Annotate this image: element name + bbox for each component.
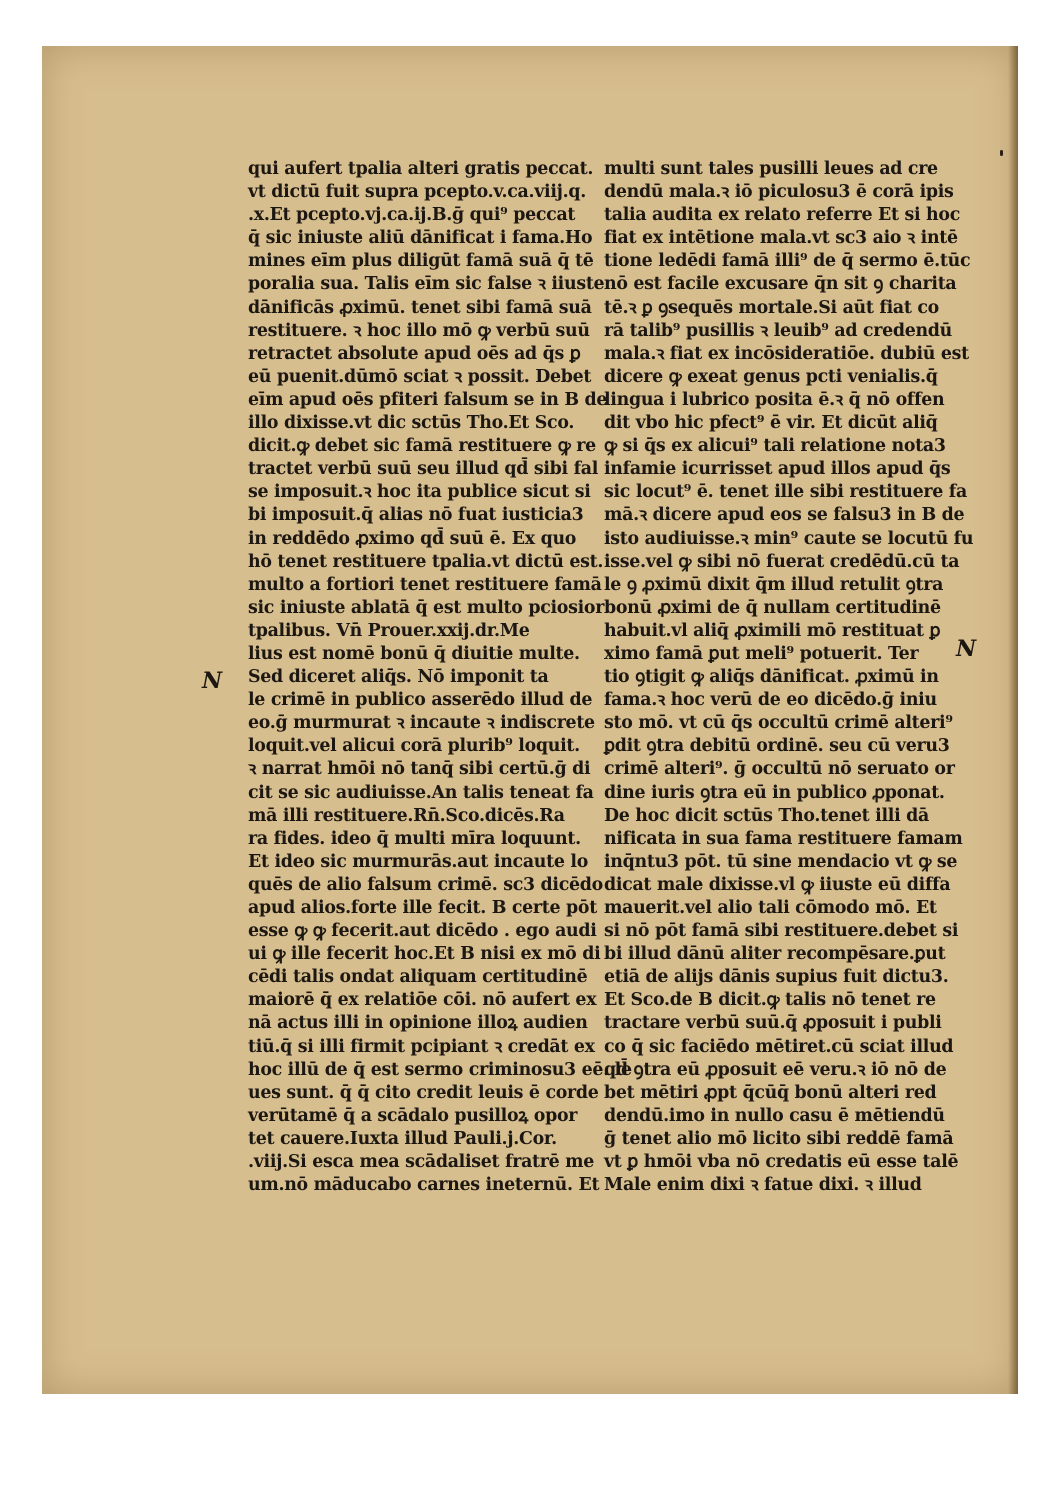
text-line: illo dixisse.vt dic sctūs Tho.Et Sco. <box>248 413 575 434</box>
text-line: ꝙ si q̄s ex alicui⁹ tali relatione nota3 <box>604 436 946 457</box>
text-line: dicat male dixisse.vl ꝙ iiuste eū diffa <box>604 874 951 895</box>
text-line: nō est facile excusare q̄n sit ꝯ charita <box>604 274 957 295</box>
text-line: um.nō māducabo carnes ineternū. Et <box>248 1175 600 1196</box>
text-line: inq̄ntu3 pōt. tū sine mendacio vt ꝙ se <box>604 851 958 872</box>
ink-speck <box>1000 150 1003 156</box>
text-line: hō tenet restituere tpalia.vt dictū est. <box>248 551 604 572</box>
right-text-column <box>604 158 974 1197</box>
text-line: multo a fortiori tenet restituere famā <box>248 574 602 595</box>
text-line: vt ꝑ hmōi vba nō credatis eū esse talē <box>604 1152 959 1173</box>
text-line: sic locut⁹ ē. tenet ille sibi restituere fa <box>604 482 967 503</box>
text-line: Et Sco.de B dicit.ꝙ talis nō tenet re <box>604 990 936 1011</box>
text-line: talia audita ex relato referre Et si hoc <box>604 205 960 226</box>
text-line: le ꝯ ꝓximū dixit q̄m illud retulit ꝯtra <box>604 574 944 595</box>
text-line: retractet absolute apud oēs ad q̄s ꝑ <box>248 343 581 364</box>
text-line: bi imposuit.q̄ alias nō fuat iusticia3 <box>248 505 584 526</box>
text-line: De hoc dicit sctūs Tho.tenet illi dā <box>604 805 929 826</box>
text-line: quēs de alio falsum crimē. sc3 dicēdo <box>248 874 603 895</box>
text-line: cit se sic audiuisse.An talis teneat fa <box>248 782 594 803</box>
text-line: qd̄ ꝯtra eū ꝓposuit eē veru.ꝛ iō nō de <box>604 1059 947 1080</box>
text-line: co q̄ sic faciēdo mētiret.cū sciat illud <box>604 1036 954 1057</box>
text-line: rā talib⁹ pusillis ꝛ leuib⁹ ad credendū <box>604 320 953 341</box>
text-line: tē.ꝛ ꝑ ꝯsequēs mortale.Si aūt fiat co <box>604 297 939 318</box>
text-line: sic iniuste ablatā q̄ est multo pciosior <box>248 597 605 618</box>
text-line: dendū.imo in nullo casu ē mētiendū <box>604 1105 945 1126</box>
text-line: dānificās ꝓximū. tenet sibi famā suā <box>248 297 592 318</box>
text-line: sto mō. vt cū q̄s occultū crimē alteri⁹ <box>604 713 953 734</box>
text-line: bet mētiri ꝓpt q̄cūq̄ bonū alteri red <box>604 1082 937 1103</box>
text-line: le crimē in publico asserēdo illud de <box>248 690 593 711</box>
text-line: Male enim dixi ꝛ fatue dixi. ꝛ illud <box>604 1175 922 1196</box>
text-line: lius est nomē bonū q̄ diuitie multe. <box>248 643 580 664</box>
text-line: tractare verbū suū.q̄ ꝓposuit i publi <box>604 1013 942 1034</box>
text-line: fama.ꝛ hoc verū de eo dicēdo.ḡ iniu <box>604 690 937 711</box>
text-line: verūtamē q̄ a scādalo pusilloꝝ opor <box>248 1105 578 1126</box>
text-line: dicere ꝙ exeat genus pcti venialis.q̄ <box>604 366 938 387</box>
text-line: se imposuit.ꝛ hoc ita publice sicut si <box>248 482 591 503</box>
text-line: in reddēdo ꝓximo qd̄ suū ē. Ex quo <box>248 528 577 549</box>
text-line: .viij.Si esca mea scādaliset fratrē me <box>248 1152 595 1173</box>
text-line: lingua i lubrico posita ē.ꝛ q̄ nō offen <box>604 389 945 410</box>
text-line: .x.Et pcepto.vj.ca.ij.B.ḡ qui⁹ peccat <box>248 205 576 226</box>
text-line: ra fides. ideo q̄ multi mīra loquunt. <box>248 828 581 849</box>
text-line: mauerit.vel alio tali cōmodo mō. Et <box>604 898 937 918</box>
text-line: habuit.vl aliq̄ ꝓximili mō restituat ꝑ <box>604 620 941 641</box>
text-line: cēdi talis ondat aliquam certitudinē <box>248 967 588 988</box>
text-line: mā illi restituere.Rn̄.Sco.dicēs.Ra <box>248 805 565 826</box>
text-line: isse.vel ꝙ sibi nō fuerat credēdū.cū ta <box>604 551 960 572</box>
text-line: tet cauere.Iuxta illud Pauli.j.Cor. <box>248 1128 557 1149</box>
text-line: dendū mala.ꝛ iō piculosu3 ē corā ipis <box>604 182 954 203</box>
text-line: vt dictū fuit supra pcepto.v.ca.viij.q. <box>248 182 587 203</box>
text-line: maiorē q̄ ex relatiōe cōi. nō aufert ex <box>248 990 597 1011</box>
text-line: ues sunt. q̄ q̄ cito credit leuis ē corde <box>248 1082 599 1103</box>
text-line: infamie icurrisset apud illos apud q̄s <box>604 459 951 480</box>
text-line: tractet verbū suū seu illud qd̄ sibi fal <box>248 459 599 480</box>
text-line: ximo famā ꝑut meli⁹ potuerit. Ter <box>604 643 919 664</box>
text-line: bi illud dānū aliter recompēsare.ꝑut <box>604 944 946 965</box>
text-line: multi sunt tales pusilli leues ad cre <box>604 159 938 179</box>
text-line: loquit.vel alicui corā plurib⁹ loquit. <box>248 736 580 757</box>
text-line: nā actus illi in opinione illoꝝ audien <box>248 1013 588 1034</box>
text-line: fiat ex intētione mala.vt sc3 aio ꝛ intē <box>604 228 958 249</box>
text-line: mā.ꝛ dicere apud eos se falsu3 in B de <box>604 505 965 526</box>
left-marginal-note: N <box>202 668 223 694</box>
text-line: nificata in sua fama restituere famam <box>604 828 963 849</box>
right-marginal-note: N <box>956 636 977 662</box>
text-line: dine iuris ꝯtra eū in publico ꝓponat. <box>604 782 945 803</box>
text-line: isto audiuisse.ꝛ min⁹ caute se locutū fu <box>604 528 974 549</box>
text-line: ui ꝙ ille fecerit hoc.Et B nisi ex mō di <box>248 944 601 965</box>
text-line: tione ledēdi famā illi⁹ de q̄ sermo ē.tūc <box>604 251 971 272</box>
text-line: esse ꝙ ꝙ fecerit.aut dicēdo . ego audi <box>248 921 597 942</box>
text-line: qui aufert tpalia alteri gratis peccat. <box>248 159 594 179</box>
text-line: eo.ḡ murmurat ꝛ incaute ꝛ indiscrete <box>248 713 595 734</box>
left-text-column <box>248 158 632 1197</box>
text-line: mines eīm plus diligūt famā suā q̄ tē <box>248 251 594 272</box>
text-line: ꝛ narrat hmōi nō tanq̄ sibi certū.ḡ di <box>248 759 591 780</box>
manuscript-page <box>42 46 1018 1394</box>
text-line: dit vbo hic pfect⁹ ē vir. Et dicūt aliq̄ <box>604 413 938 434</box>
text-line: poralia sua. Talis eīm sic false ꝛ iiuste <box>248 274 605 295</box>
text-line: restituere. ꝛ hoc illo mō ꝙ verbū suū <box>248 320 590 341</box>
text-line: q̄ sic iniuste aliū dānificat i fama.Ho <box>248 228 593 249</box>
text-line: eīm apud oēs pfiteri falsum se in B de <box>248 389 608 410</box>
text-line: si nō pōt famā sibi restituere.debet si <box>604 921 959 942</box>
text-line: tpalibus. Vn̄ Prouer.xxij.dr.Me <box>248 620 530 641</box>
text-line: Sed diceret aliq̄s. Nō imponit ta <box>248 667 549 688</box>
text-line: tiū.q̄ si illi firmit pcipiant ꝛ credāt ex <box>248 1036 595 1057</box>
text-line: crimē alteri⁹. ḡ occultū nō seruato or <box>604 759 955 780</box>
text-line: apud alios.forte ille fecit. B certe pōt <box>248 898 597 918</box>
text-line: etiā de alijs dānis supius fuit dictu3. <box>604 967 949 988</box>
text-line: eū puenit.dūmō sciat ꝛ possit. Debet <box>248 366 592 387</box>
text-line: hoc illū de q̄ est sermo criminosu3 eē. le <box>248 1059 632 1080</box>
text-line: bonū ꝓximi de q̄ nullam certitudinē <box>604 597 941 618</box>
text-line: dicit.ꝙ debet sic famā restituere ꝙ re <box>248 436 596 457</box>
text-line: tio ꝯtigit ꝙ aliq̄s dānificat. ꝓximū in <box>604 667 939 688</box>
text-line: mala.ꝛ fiat ex incōsideratiōe. dubiū est <box>604 343 969 364</box>
text-line: ḡ tenet alio mō licito sibi reddē famā <box>604 1128 954 1149</box>
text-line: Et ideo sic murmurās.aut incaute lo <box>248 851 589 872</box>
text-line: ꝑdit ꝯtra debitū ordinē. seu cū veru3 <box>604 736 950 757</box>
